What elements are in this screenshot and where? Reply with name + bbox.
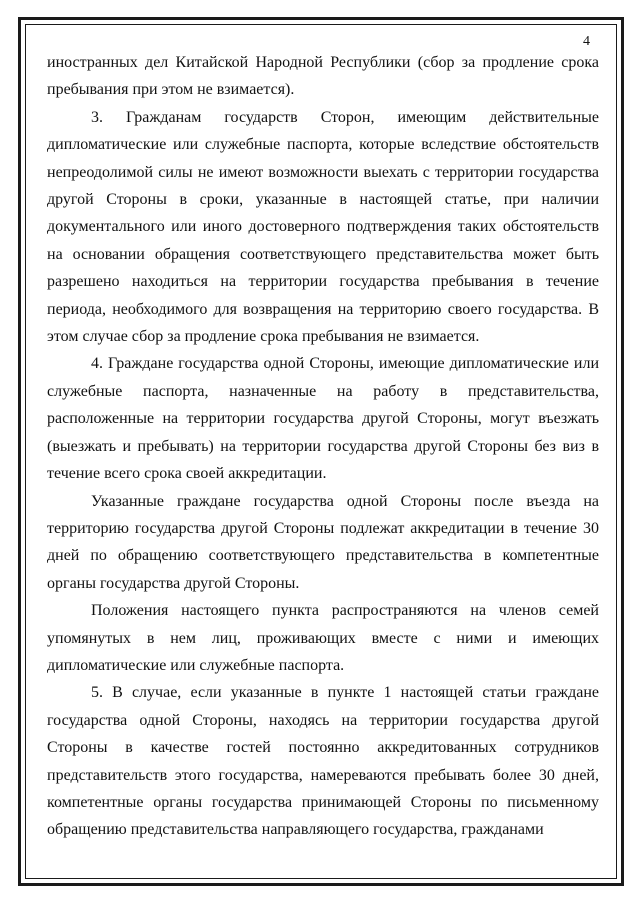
page-number: 4 bbox=[583, 34, 590, 49]
paragraph-continuation: иностранных дел Китайской Народной Республики (сбор за продление срока пребывания при этом не взимается). bbox=[47, 54, 599, 99]
paragraph-accreditation: Указанные граждане государства одной Стороны после въезда на территорию государства другой Стороны подлежат аккредитации в течение 30 дней по обращению соответствующего представительства в компетентные органы государства другой Стороны. bbox=[47, 492, 599, 592]
paragraph-family-members: Положения настоящего пункта распространяются на членов семей упомянутых в нем лиц, проживающих вместе с ними и имеющих дипломатические или служебные паспорта. bbox=[47, 602, 599, 674]
paragraph-item-5: 5. В случае, если указанные в пункте 1 настоящей статьи граждане государства одной Стороны, находясь на территории государства другой Стороны в качестве гостей постоянно аккредитованных сотрудников представительств этого государства, намереваются пребывать более 30 дней, компетентные органы государства принимающей Стороны по письменному обращению представительства направляющего государства, гражданами bbox=[47, 684, 599, 839]
paragraph-item-4: 4. Граждане государства одной Стороны, имеющие дипломатические или служебные паспорта, назначенные на работу в представительства, расположенные на территории государства другой Стороны, могут въезжать (выезжать и пребывать) на территории государства другой Стороны без виз в течение всего срока своей аккредитации. bbox=[47, 355, 599, 483]
document-body bbox=[47, 49, 599, 844]
paragraph-item-3: 3. Гражданам государств Сторон, имеющим действительные дипломатические или служебные паспорта, которые вследствие обстоятельств непреодолимой силы не имеют возможности выехать с территории государства другой Стороны в сроки, указанные в настоящей статье, при наличии документального или иного достоверного подтверждения таких обстоятельств на основании обращения соответствующего представительства может быть разрешено находиться на территории государства пребывания в течение периода, необходимого для возвращения на территорию своего государства. В этом случае сбор за продление срока пребывания не взимается. bbox=[47, 108, 599, 346]
